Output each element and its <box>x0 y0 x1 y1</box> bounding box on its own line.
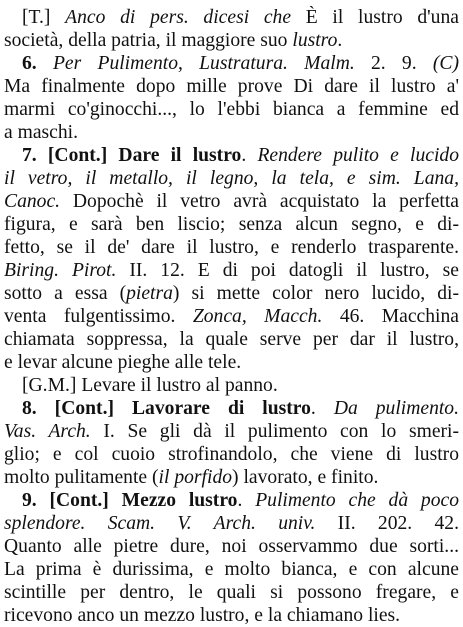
text-line <box>4 535 459 558</box>
text-line <box>4 6 459 29</box>
citation-ref: 2. 9. <box>354 53 433 74</box>
text-line <box>4 75 459 98</box>
entry-number: 9. [Cont.] <box>22 490 122 511</box>
text-line <box>4 259 459 282</box>
citation-source: splendore. Scam. V. Arch. univ. <box>4 513 316 534</box>
definition-text: Rendere pulito e lucido <box>257 145 459 166</box>
text-segment: società, della patria, il maggiore suo <box>4 30 293 51</box>
text-segment: . <box>237 490 256 511</box>
headword-text: lustro <box>292 30 338 51</box>
citation-source: Zonca, Macch. <box>192 306 323 327</box>
text-segment: . <box>310 398 334 419</box>
entry-number: 6. <box>22 53 53 74</box>
citation-source: Biring. Pirot. <box>4 260 117 281</box>
text-segment: ) si mette color nero lucido, di- <box>172 283 459 304</box>
text-line <box>4 144 459 167</box>
text-line <box>4 167 459 190</box>
definition-text: Anco di pers. dicesi che <box>65 7 306 28</box>
entry-number: 7. [Cont.] <box>22 145 119 166</box>
text-segment: Quanto alle pietre dure, noi osservammo due sorti... <box>4 536 459 557</box>
definition-text: il vetro, il metallo, il legno, la tela, e sim. Lana, <box>4 168 459 189</box>
text-segment: . <box>241 145 258 166</box>
text-line <box>4 581 459 604</box>
text-line <box>4 328 459 351</box>
text-line <box>4 121 459 144</box>
text-line <box>4 604 459 627</box>
text-line <box>4 305 459 328</box>
text-line <box>4 397 459 420</box>
gloss-text: il porfido <box>158 467 233 488</box>
source-mark: (C) <box>432 53 459 74</box>
text-line <box>4 489 459 512</box>
text-segment: La prima è durissima, e molto bianca, e con alcune <box>4 559 459 580</box>
text-line <box>4 351 459 374</box>
text-segment: fetto, se il de' dare il lustro, e renderlo trasparente. <box>4 237 459 258</box>
headword: Lavorare di lustro <box>131 398 311 419</box>
citation-source: Vas. Arch. <box>4 421 91 442</box>
text-line <box>4 374 459 397</box>
citation-source: Canoc. <box>4 191 61 212</box>
text-segment: ) lavorato, e finito. <box>232 467 379 488</box>
text-segment: e levar alcune pieghe alle tele. <box>4 352 242 373</box>
definition-text: Pulimento che dà poco <box>255 490 459 511</box>
text-line <box>4 190 459 213</box>
text-line <box>4 558 459 581</box>
text-line <box>4 420 459 443</box>
text-line <box>4 52 459 75</box>
text-segment: . <box>337 30 343 51</box>
text-segment: II. 12. E di poi datogli il lustro, se <box>116 260 459 281</box>
text-line <box>4 213 459 236</box>
text-line <box>4 98 459 121</box>
text-line <box>4 236 459 259</box>
text-segment: ricevono anco un mezzo lustro, e la chiamano lies. <box>4 605 401 626</box>
text-line <box>4 512 459 535</box>
text-segment: molto pulitamente ( <box>4 467 159 488</box>
text-line <box>4 29 459 52</box>
definition-text: Da pulimento. <box>333 398 459 419</box>
text-segment: È il lustro d'una <box>305 7 459 28</box>
text-segment: II. 202. 42. <box>315 513 459 534</box>
headword: Mezzo lustro <box>121 490 238 511</box>
text-segment: Dopochè il vetro avrà acquistato la perfetta <box>60 191 459 212</box>
text-segment: a maschi. <box>4 122 78 143</box>
text-segment: I. Se gli dà il pulimento con lo smeri- <box>90 421 459 442</box>
dictionary-page <box>4 6 459 626</box>
text-segment: Ma finalmente dopo mille prove Di dare il lustro a' <box>4 76 459 97</box>
text-line <box>4 466 459 489</box>
entry-marker: [T.] <box>22 7 66 28</box>
text-segment: scintille per dentro, le quali si possono fregare, e <box>4 582 459 603</box>
text-segment: marmi co'ginocchi..., lo l'ebbi bianca a femmine ed <box>4 99 459 120</box>
gloss-text: pietra <box>126 283 173 304</box>
text-line <box>4 443 459 466</box>
citation-source: Per Pulimento, Lustratura. Malm. <box>52 53 355 74</box>
entry-number: 8. [Cont.] <box>22 398 132 419</box>
text-line <box>4 282 459 305</box>
text-segment: [G.M.] Levare il lustro al panno. <box>22 375 278 396</box>
text-segment: venta fulgentissimo. <box>4 306 193 327</box>
text-segment: figura, e sarà ben liscio; senza alcun segno, e di- <box>4 214 459 235</box>
headword: Dare il lustro <box>118 145 242 166</box>
text-segment: sotto a essa ( <box>4 283 127 304</box>
text-segment: chiamata soppressa, la quale serve per dar il lustro, <box>4 329 459 350</box>
text-segment: 46. Macchina <box>322 306 459 327</box>
text-segment: glio; e col cuoio strofinandolo, che viene di lustro <box>4 444 459 465</box>
